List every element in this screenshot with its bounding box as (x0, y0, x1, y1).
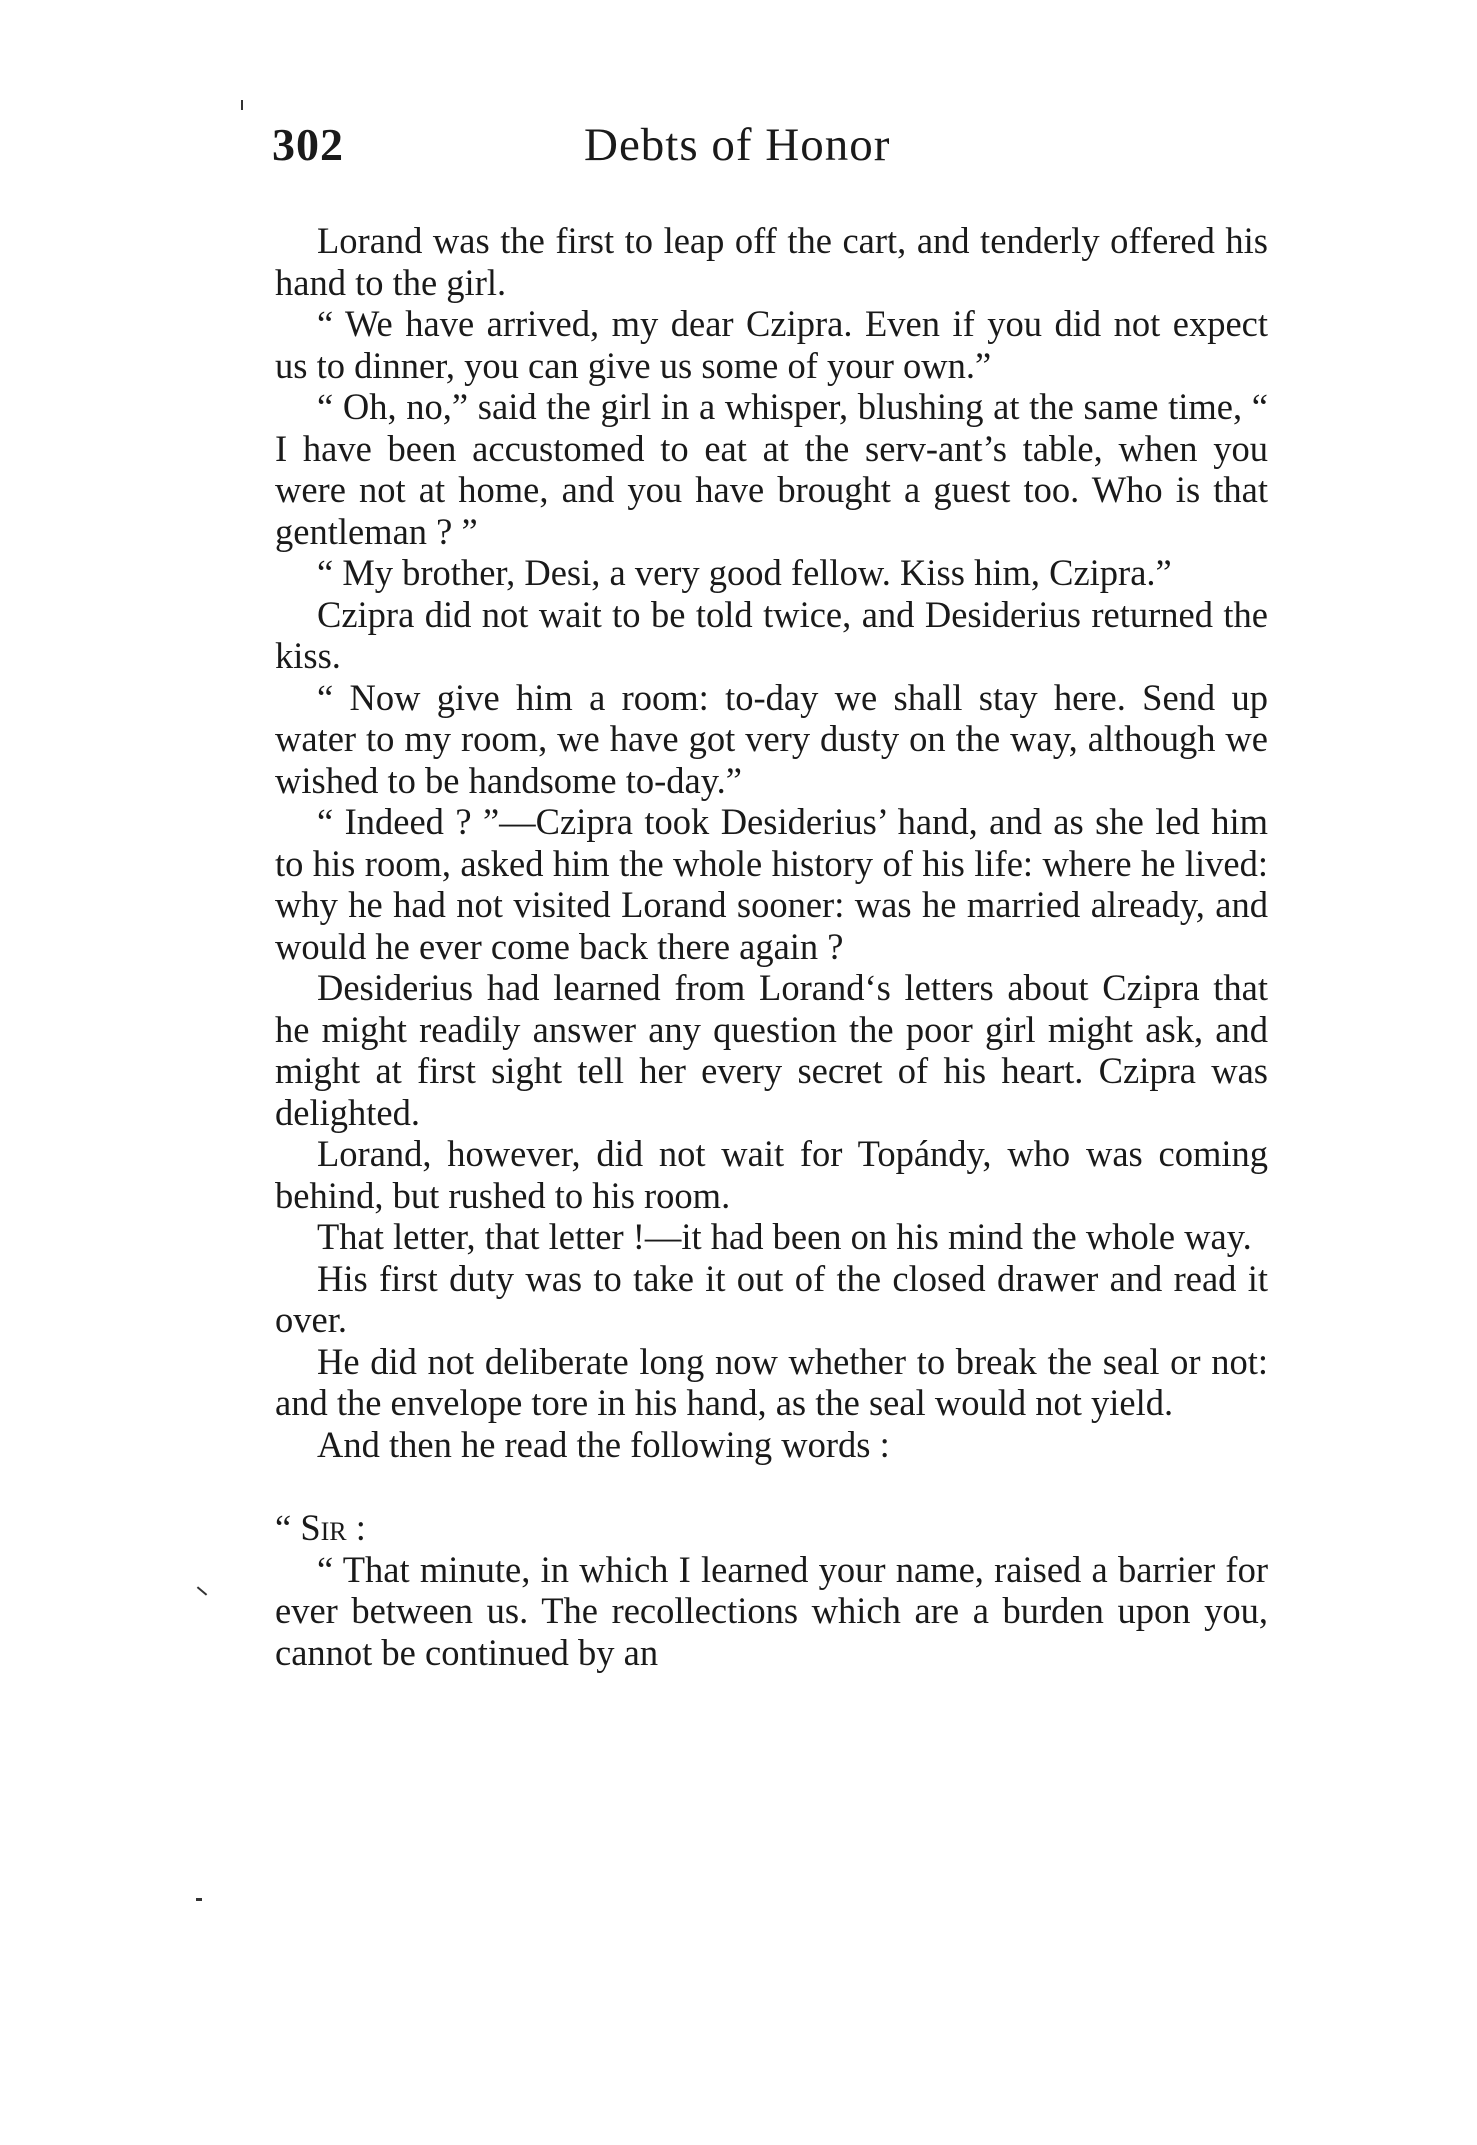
paragraph: “ My brother, Desi, a very good fellow. Kiss him, Czipra.” (317, 552, 1172, 593)
paragraph: Czipra did not wait to be told twice, and Desiderius returned the kiss. (275, 593, 1268, 676)
page-number: 302 (272, 119, 344, 170)
paragraph: Lorand was the first to leap off the cart, and tenderly offered his hand to the girl. (275, 220, 1268, 303)
page-header (272, 118, 1272, 188)
body-text (275, 220, 1268, 1673)
paragraph: Desiderius had learned from Lorand‘s letters about Czipra that he might readily answer any question the poor girl might ask, and might at first sight tell her every secret of his heart. Czipra was delighted. (275, 967, 1268, 1133)
paragraph: That letter, that letter !—it had been on his mind the whole way. (317, 1216, 1252, 1257)
paragraph: “ We have arrived, my dear Czipra. Even if you did not expect us to dinner, you can give us some of your own.” (275, 303, 1268, 386)
paragraph: “ Now give him a room: to-day we shall stay here. Send up water to my room, we have got very dusty on the way, although we wished to be handsome to-day.” (275, 676, 1268, 801)
scan-mark (197, 1586, 207, 1595)
running-title: Debts of Honor (584, 119, 891, 171)
letter-salutation: “ Sir : (275, 1507, 366, 1548)
letter-paragraph: “ That minute, in which I learned your name, raised a barrier for ever between us. The recollections which are a burden upon you, cannot be continued by an (275, 1548, 1268, 1673)
paragraph: “ Oh, no,” said the girl in a whisper, blushing at the same time, “ I have been accustomed to eat at the serv-ant’s table, when you were not at home, and you have brought a guest too. Who is that gentleman ? ” (275, 386, 1268, 552)
scan-mark (196, 1898, 202, 1901)
paragraph: “ Indeed ? ”—Czipra took Desiderius’ hand, and as she led him to his room, asked him the whole history of his life: where he lived: why he had not visited Lorand sooner: was he married already, and would he ever come back there again ? (275, 801, 1268, 967)
scan-mark (241, 100, 243, 110)
paragraph: He did not deliberate long now whether to break the seal or not: and the envelope tore in his hand, as the seal would not yield. (275, 1340, 1268, 1423)
paragraph: Lorand, however, did not wait for Topándy, who was coming behind, but rushed to his room. (275, 1133, 1268, 1216)
paragraph: His first duty was to take it out of the closed drawer and read it over. (275, 1257, 1268, 1340)
paragraph: And then he read the following words : (317, 1423, 890, 1465)
